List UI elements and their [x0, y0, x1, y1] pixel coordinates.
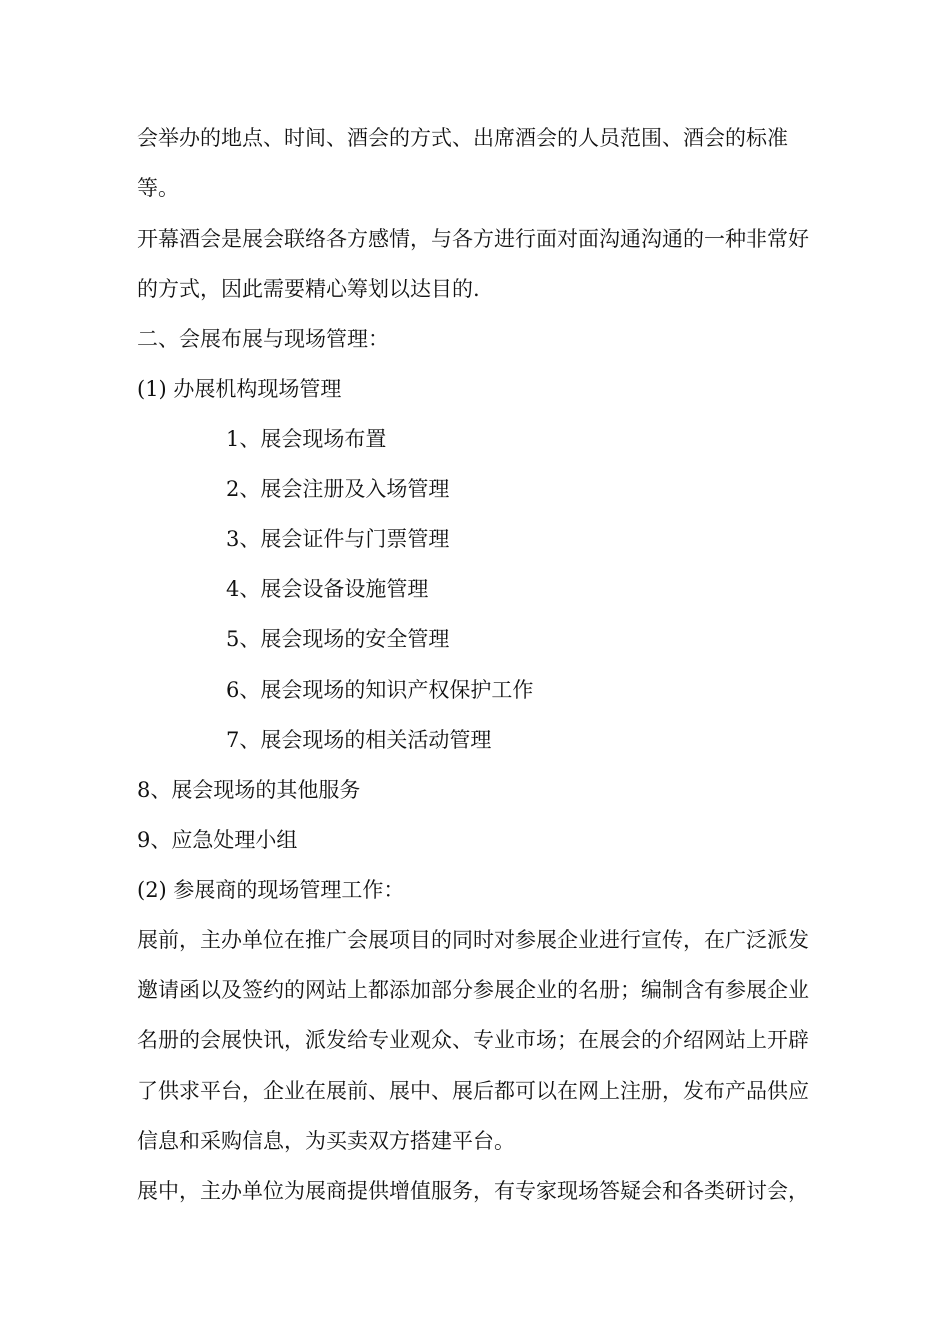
list-item: 4、展会设备设施管理: [226, 577, 429, 601]
list-item: 3、展会证件与门票管理: [226, 527, 450, 551]
subsection-heading: (2) 参展商的现场管理工作：: [137, 878, 405, 902]
list-item: 9、应急处理小组: [137, 828, 298, 852]
list-item: 5、展会现场的安全管理: [226, 627, 450, 651]
paragraph-line: 的方式，因此需要精心筹划以达目的.: [137, 277, 480, 301]
paragraph-line: 等。: [137, 176, 179, 200]
list-item: 1、展会现场布置: [226, 427, 387, 451]
paragraph-line: 名册的会展快讯，派发给专业观众、专业市场；在展会的介绍网站上开辟: [137, 1028, 809, 1052]
section-heading: 二、会展布展与现场管理：: [137, 327, 389, 351]
paragraph-line: 了供求平台，企业在展前、展中、展后都可以在网上注册，发布产品供应: [137, 1079, 809, 1103]
list-item: 8、展会现场的其他服务: [137, 778, 361, 802]
paragraph-line: 邀请函以及签约的网站上都添加部分参展企业的名册；编制含有参展企业: [137, 978, 809, 1002]
paragraph-line: 展中，主办单位为展商提供增值服务，有专家现场答疑会和各类研讨会，: [137, 1179, 809, 1203]
paragraph-line: 会举办的地点、时间、酒会的方式、出席酒会的人员范围、酒会的标准: [137, 126, 788, 150]
subsection-heading: (1) 办展机构现场管理: [137, 377, 342, 401]
list-item: 7、展会现场的相关活动管理: [226, 728, 492, 752]
list-item: 6、展会现场的知识产权保护工作: [226, 678, 534, 702]
paragraph-line: 信息和采购信息，为买卖双方搭建平台。: [137, 1129, 515, 1153]
paragraph-line: 开幕酒会是展会联络各方感情，与各方进行面对面沟通沟通的一种非常好: [137, 227, 809, 251]
paragraph-line: 展前，主办单位在推广会展项目的同时对参展企业进行宣传，在广泛派发: [137, 928, 809, 952]
list-item: 2、展会注册及入场管理: [226, 477, 450, 501]
